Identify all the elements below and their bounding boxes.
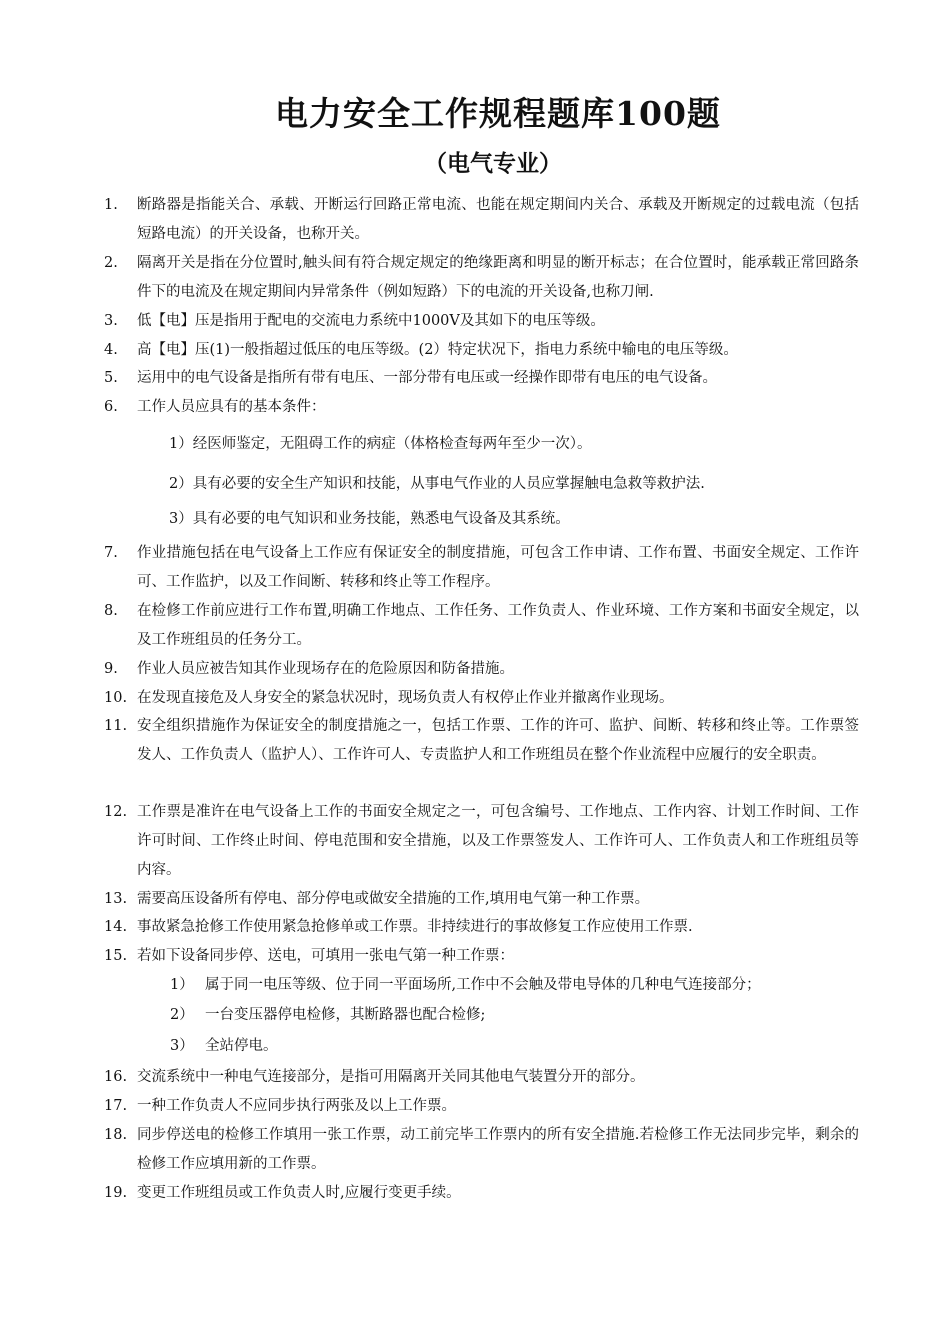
- sub-item-label: 1）: [170, 977, 194, 993]
- item-text: 在发现直接危及人身安全的紧急状况时，现场负责人有权停止作业并撤离作业现场。: [137, 690, 674, 706]
- item-text: 作业人员应被告知其作业现场存在的危险原因和防备措施。: [137, 661, 514, 677]
- item-text: 交流系统中一种电气连接部分，是指可用隔离开关同其他电气装置分开的部分。: [137, 1069, 645, 1085]
- item-text: 隔离开关是指在分位置时,触头间有符合规定规定的绝缘距离和明显的断开标志；在合位置时，能承载正常回路条件下的电流及在规定期间内异常条件（例如短路）下的电流的开关设备,也称刀闸.: [137, 255, 859, 300]
- sub-item-text: 属于同一电压等级、位于同一平面场所,工作中不会触及带电导体的几种电气连接部分；: [205, 977, 761, 993]
- item-number: 6.: [104, 399, 118, 415]
- sub-item-label: 2）: [170, 1007, 194, 1023]
- item-number: 7.: [104, 545, 118, 561]
- sub-item-text: 一台变压器停电检修，其断路器也配合检修;: [205, 1007, 486, 1023]
- item-number: 3.: [104, 313, 118, 329]
- item-number: 11.: [104, 718, 128, 734]
- item-number: 9.: [104, 661, 118, 677]
- item-text: 断路器是指能关合、承载、开断运行回路正常电流、也能在规定期间内关合、承载及开断规定的过载电流（包括短路电流）的开关设备，也称开关。: [137, 197, 859, 242]
- item-number: 17.: [104, 1098, 128, 1114]
- sub-item: 2）具有必要的安全生产知识和技能，从事电气作业的人员应掌握触电急救等救护法.: [169, 476, 705, 492]
- item-number: 2.: [104, 255, 118, 271]
- item-text: 高【电】压(1)一般指超过低压的电压等级。(2）特定状况下，指电力系统中输电的电压等级。: [137, 342, 738, 358]
- item-text: 工作人员应具有的基本条件：: [137, 399, 326, 415]
- item-text: 事故紧急抢修工作使用紧急抢修单或工作票。非持续进行的事故修复工作应使用工作票.: [137, 919, 693, 935]
- item-number: 13.: [104, 891, 128, 907]
- item-text: 运用中的电气设备是指所有带有电压、一部分带有电压或一经操作即带有电压的电气设备。: [137, 370, 717, 386]
- sub-item-label: 3）: [170, 1038, 194, 1054]
- item-number: 16.: [104, 1069, 128, 1085]
- item-text: 同步停送电的检修工作填用一张工作票，动工前完毕工作票内的所有安全措施.若检修工作无法同步完毕，剩余的检修工作应填用新的工作票。: [137, 1127, 859, 1172]
- item-text: 低【电】压是指用于配电的交流电力系统中1000V及其如下的电压等级。: [137, 313, 605, 329]
- item-number: 18.: [104, 1127, 128, 1143]
- item-text: 作业措施包括在电气设备上工作应有保证安全的制度措施，可包含工作申请、工作布置、书面安全规定、工作许可、工作监护，以及工作间断、转移和终止等工作程序。: [137, 545, 859, 590]
- item-number: 10.: [104, 690, 128, 706]
- item-text: 一种工作负责人不应同步执行两张及以上工作票。: [137, 1098, 456, 1114]
- item-number: 19.: [104, 1185, 128, 1201]
- page-title: 电力安全工作规程题库100题: [275, 94, 721, 133]
- item-number: 15.: [104, 948, 128, 964]
- item-number: 14.: [104, 919, 128, 935]
- sub-item: 1）经医师鉴定，无阻碍工作的病症（体格检查每两年至少一次）。: [169, 436, 592, 452]
- sub-item: 3）具有必要的电气知识和业务技能，熟悉电气设备及其系统。: [169, 511, 570, 527]
- sub-item-text: 全站停电。: [205, 1038, 278, 1054]
- item-text: 若如下设备同步停、送电，可填用一张电气第一种工作票：: [137, 948, 514, 964]
- item-text: 需要高压设备所有停电、部分停电或做安全措施的工作,填用电气第一种工作票。: [137, 891, 650, 907]
- item-text: 安全组织措施作为保证安全的制度措施之一，包括工作票、工作的许可、监护、间断、转移和终止等。工作票签发人、工作负责人（监护人）、工作许可人、专责监护人和工作班组员在整个作业流程中应履行的安全职责。: [137, 718, 859, 763]
- item-text: 变更工作班组员或工作负责人时,应履行变更手续。: [137, 1185, 461, 1201]
- item-number: 12.: [104, 804, 128, 820]
- item-number: 1.: [104, 197, 118, 213]
- item-number: 8.: [104, 603, 118, 619]
- item-number: 5.: [104, 370, 118, 386]
- item-text: 工作票是准许在电气设备上工作的书面安全规定之一，可包含编号、工作地点、工作内容、计划工作时间、工作许可时间、工作终止时间、停电范围和安全措施，以及工作票签发人、工作许可人、工作负责人和工作班组员等内容。: [137, 804, 859, 878]
- item-number: 4.: [104, 342, 118, 358]
- page-subtitle: （电气专业）: [424, 150, 562, 177]
- item-text: 在检修工作前应进行工作布置,明确工作地点、工作任务、工作负责人、作业环境、工作方案和书面安全规定，以及工作班组员的任务分工。: [137, 603, 859, 648]
